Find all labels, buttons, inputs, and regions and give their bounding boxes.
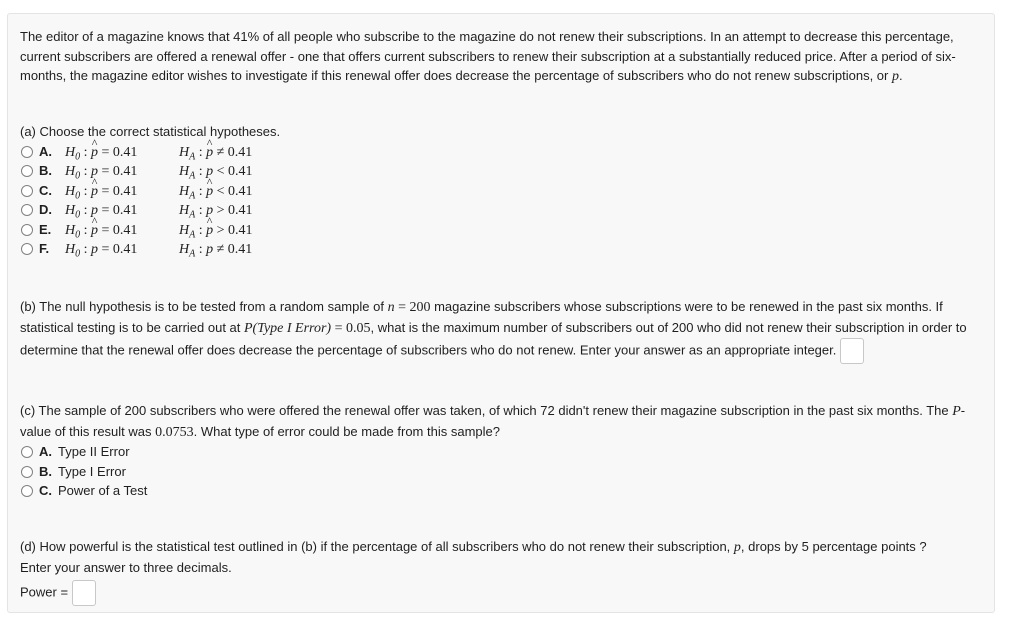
hyp-subscript: 0 (75, 151, 81, 163)
hyp-symbol: H (65, 203, 76, 218)
hyp-symbol: H (65, 242, 76, 257)
hyp-relation: > 0.41 (213, 203, 253, 218)
error-option[interactable] (20, 462, 980, 482)
hypothesis-option[interactable] (20, 142, 980, 162)
hyp-subscript: 0 (75, 209, 81, 221)
option-label: Type II Error (58, 444, 130, 459)
part-c-pvalue: 0.0753 (155, 424, 194, 440)
hypothesis-option[interactable] (20, 181, 980, 201)
part-c-text-1: (c) The sample of 200 subscribers who were offered the renewal offer was taken, of which 72 didn't renew their magazine subscription in the past six months. The (20, 403, 953, 418)
p-var: p (91, 164, 99, 179)
problem-intro (20, 27, 970, 87)
p-hat-var: ^ p (206, 221, 213, 241)
option-letter: D. (39, 202, 52, 217)
error-option[interactable] (20, 442, 980, 462)
power-label: Power = (20, 584, 72, 600)
hyp-relation: = 0.41 (98, 164, 138, 179)
option-letter: A. (39, 143, 52, 159)
part-c-text-3: . What type of error could be made from this sample? (193, 423, 500, 439)
option-letter: C. (39, 483, 52, 498)
hyp-subscript: A (189, 209, 196, 221)
part-b-n-eq: = 200 (394, 300, 431, 315)
hyp-subscript: A (189, 190, 196, 202)
hyp-subscript: A (189, 229, 196, 241)
hyp-colon: : (195, 242, 207, 257)
null-hypothesis (65, 239, 137, 264)
part-b-answer-input[interactable] (840, 338, 864, 364)
option-letter: C. (39, 182, 52, 198)
hyp-symbol: H (179, 203, 190, 218)
hyp-relation: < 0.41 (213, 183, 253, 199)
part-d-instruction: Enter your answer to three decimals. (20, 559, 232, 575)
radio-button[interactable] (21, 466, 33, 478)
hyp-subscript: A (189, 170, 196, 182)
hyp-relation: = 0.41 (98, 183, 138, 199)
hyp-symbol: H (179, 144, 190, 160)
part-c-options (20, 442, 980, 501)
hyp-symbol: H (65, 183, 76, 199)
part-c-question (20, 401, 980, 442)
hyp-subscript: 0 (75, 248, 81, 260)
hyp-colon: : (80, 242, 92, 257)
part-a-options (20, 142, 980, 259)
part-c (20, 401, 980, 501)
hyp-subscript: 0 (75, 170, 81, 182)
hyp-symbol: H (179, 222, 190, 238)
hyp-subscript: 0 (75, 229, 81, 241)
hyp-symbol: H (179, 183, 190, 199)
option-label: Type I Error (58, 463, 126, 479)
part-b-p-eq: = 0.05 (331, 320, 371, 336)
part-c-text-2: -value of this result was (20, 403, 966, 439)
hypothesis-option[interactable] (20, 239, 980, 259)
part-b-p-expr: P(Type I Error) (244, 320, 332, 336)
hyp-subscript: A (189, 248, 196, 260)
hyp-symbol: H (65, 222, 76, 238)
hyp-relation: < 0.41 (213, 164, 253, 179)
hyp-colon: : (80, 164, 92, 179)
radio-button[interactable] (21, 204, 33, 216)
radio-button[interactable] (21, 243, 33, 255)
radio-button[interactable] (21, 146, 33, 158)
option-letter: E. (39, 221, 52, 237)
hyp-colon: : (195, 203, 207, 218)
part-a (20, 122, 980, 259)
hyp-relation: > 0.41 (213, 222, 253, 238)
p-hat-var: ^ p (91, 182, 98, 202)
hypothesis-option[interactable] (20, 161, 980, 181)
hyp-relation: = 0.41 (98, 203, 138, 218)
hyp-colon: : (80, 203, 92, 218)
radio-button[interactable] (21, 165, 33, 177)
hypothesis-option[interactable] (20, 220, 980, 240)
part-d-power-row (20, 580, 980, 606)
part-d-question (20, 537, 980, 558)
alt-hypothesis (179, 239, 252, 264)
hyp-colon: : (195, 183, 207, 199)
hyp-symbol: H (179, 242, 190, 257)
part-b-text-3: , what is the maximum number of subscribers out of 200 who did not renew their subscription in order to determine that the renewal offer does decrease the percentage of subscribers who do not renew. Enter your answer as an appropriate integer. (20, 319, 967, 358)
intro-text: The editor of a magazine knows that 41% of all people who subscribe to the magazine do not renew their subscriptions. In an attempt to decrease this percentage, current subscribers are offered a renewal offer - one that offers current subscribers to renew their subscription at a substantially reduced price. After a period of six-months, the magazine editor wishes to investigate if this renewal offer does decrease the percentage of subscribers who do not renew subscriptions, or (20, 29, 956, 83)
part-b-text-2: magazine subscribers whose subscriptions were to be renewed in the past six months. If statistical testing is to be carried out at (20, 299, 943, 335)
part-b (20, 297, 980, 364)
hyp-relation: ≠ 0.41 (213, 144, 253, 160)
option-letter: F. (39, 241, 50, 256)
hyp-subscript: A (189, 151, 196, 163)
option-letter: A. (39, 444, 52, 459)
part-d-text-2: , drops by 5 percentage points ? (740, 539, 927, 554)
option-label: Power of a Test (58, 483, 148, 498)
hyp-colon: : (195, 222, 207, 238)
intro-p-var: p (891, 69, 899, 84)
hyp-relation: ≠ 0.41 (213, 242, 253, 257)
part-d-p-var: p (733, 540, 741, 555)
part-d (20, 537, 980, 606)
hyp-subscript: 0 (75, 190, 81, 202)
hyp-symbol: H (179, 164, 190, 179)
radio-button[interactable] (21, 185, 33, 197)
part-d-text-1: (d) How powerful is the statistical test outlined in (b) if the percentage of all subscribers who do not renew their subscription, (20, 539, 734, 554)
radio-button[interactable] (21, 485, 33, 497)
error-option[interactable] (20, 481, 980, 501)
hyp-relation: = 0.41 (98, 242, 138, 257)
part-a-question: (a) Choose the correct statistical hypotheses. (20, 124, 281, 139)
hyp-relation: = 0.41 (98, 144, 138, 160)
hyp-symbol: H (65, 164, 76, 179)
power-answer-input[interactable] (72, 580, 96, 606)
part-b-text-1: (b) The null hypothesis is to be tested from a random sample of (20, 299, 388, 314)
p-hat-var: ^ p (206, 182, 213, 202)
hyp-colon: : (80, 222, 92, 238)
part-c-p-var: P (952, 404, 961, 419)
option-letter: B. (39, 463, 52, 479)
p-hat-var: ^ p (206, 143, 213, 163)
p-hat-var: ^ p (91, 143, 98, 163)
p-var: p (91, 203, 99, 218)
hyp-relation: = 0.41 (98, 222, 138, 238)
p-var: p (206, 203, 214, 218)
part-b-question (20, 297, 980, 364)
hyp-symbol: H (65, 144, 76, 160)
intro-end: . (898, 68, 903, 83)
p-var: p (206, 164, 214, 179)
part-b-n-var: n (387, 300, 395, 315)
hyp-colon: : (80, 183, 92, 199)
hyp-colon: : (195, 144, 207, 160)
hyp-colon: : (80, 144, 92, 160)
radio-button[interactable] (21, 224, 33, 236)
hyp-colon: : (195, 164, 207, 179)
hypothesis-option[interactable] (20, 200, 980, 220)
p-hat-var: ^ p (91, 221, 98, 241)
p-var: p (206, 242, 214, 257)
p-var: p (91, 242, 99, 257)
radio-button[interactable] (21, 446, 33, 458)
option-letter: B. (39, 163, 52, 178)
